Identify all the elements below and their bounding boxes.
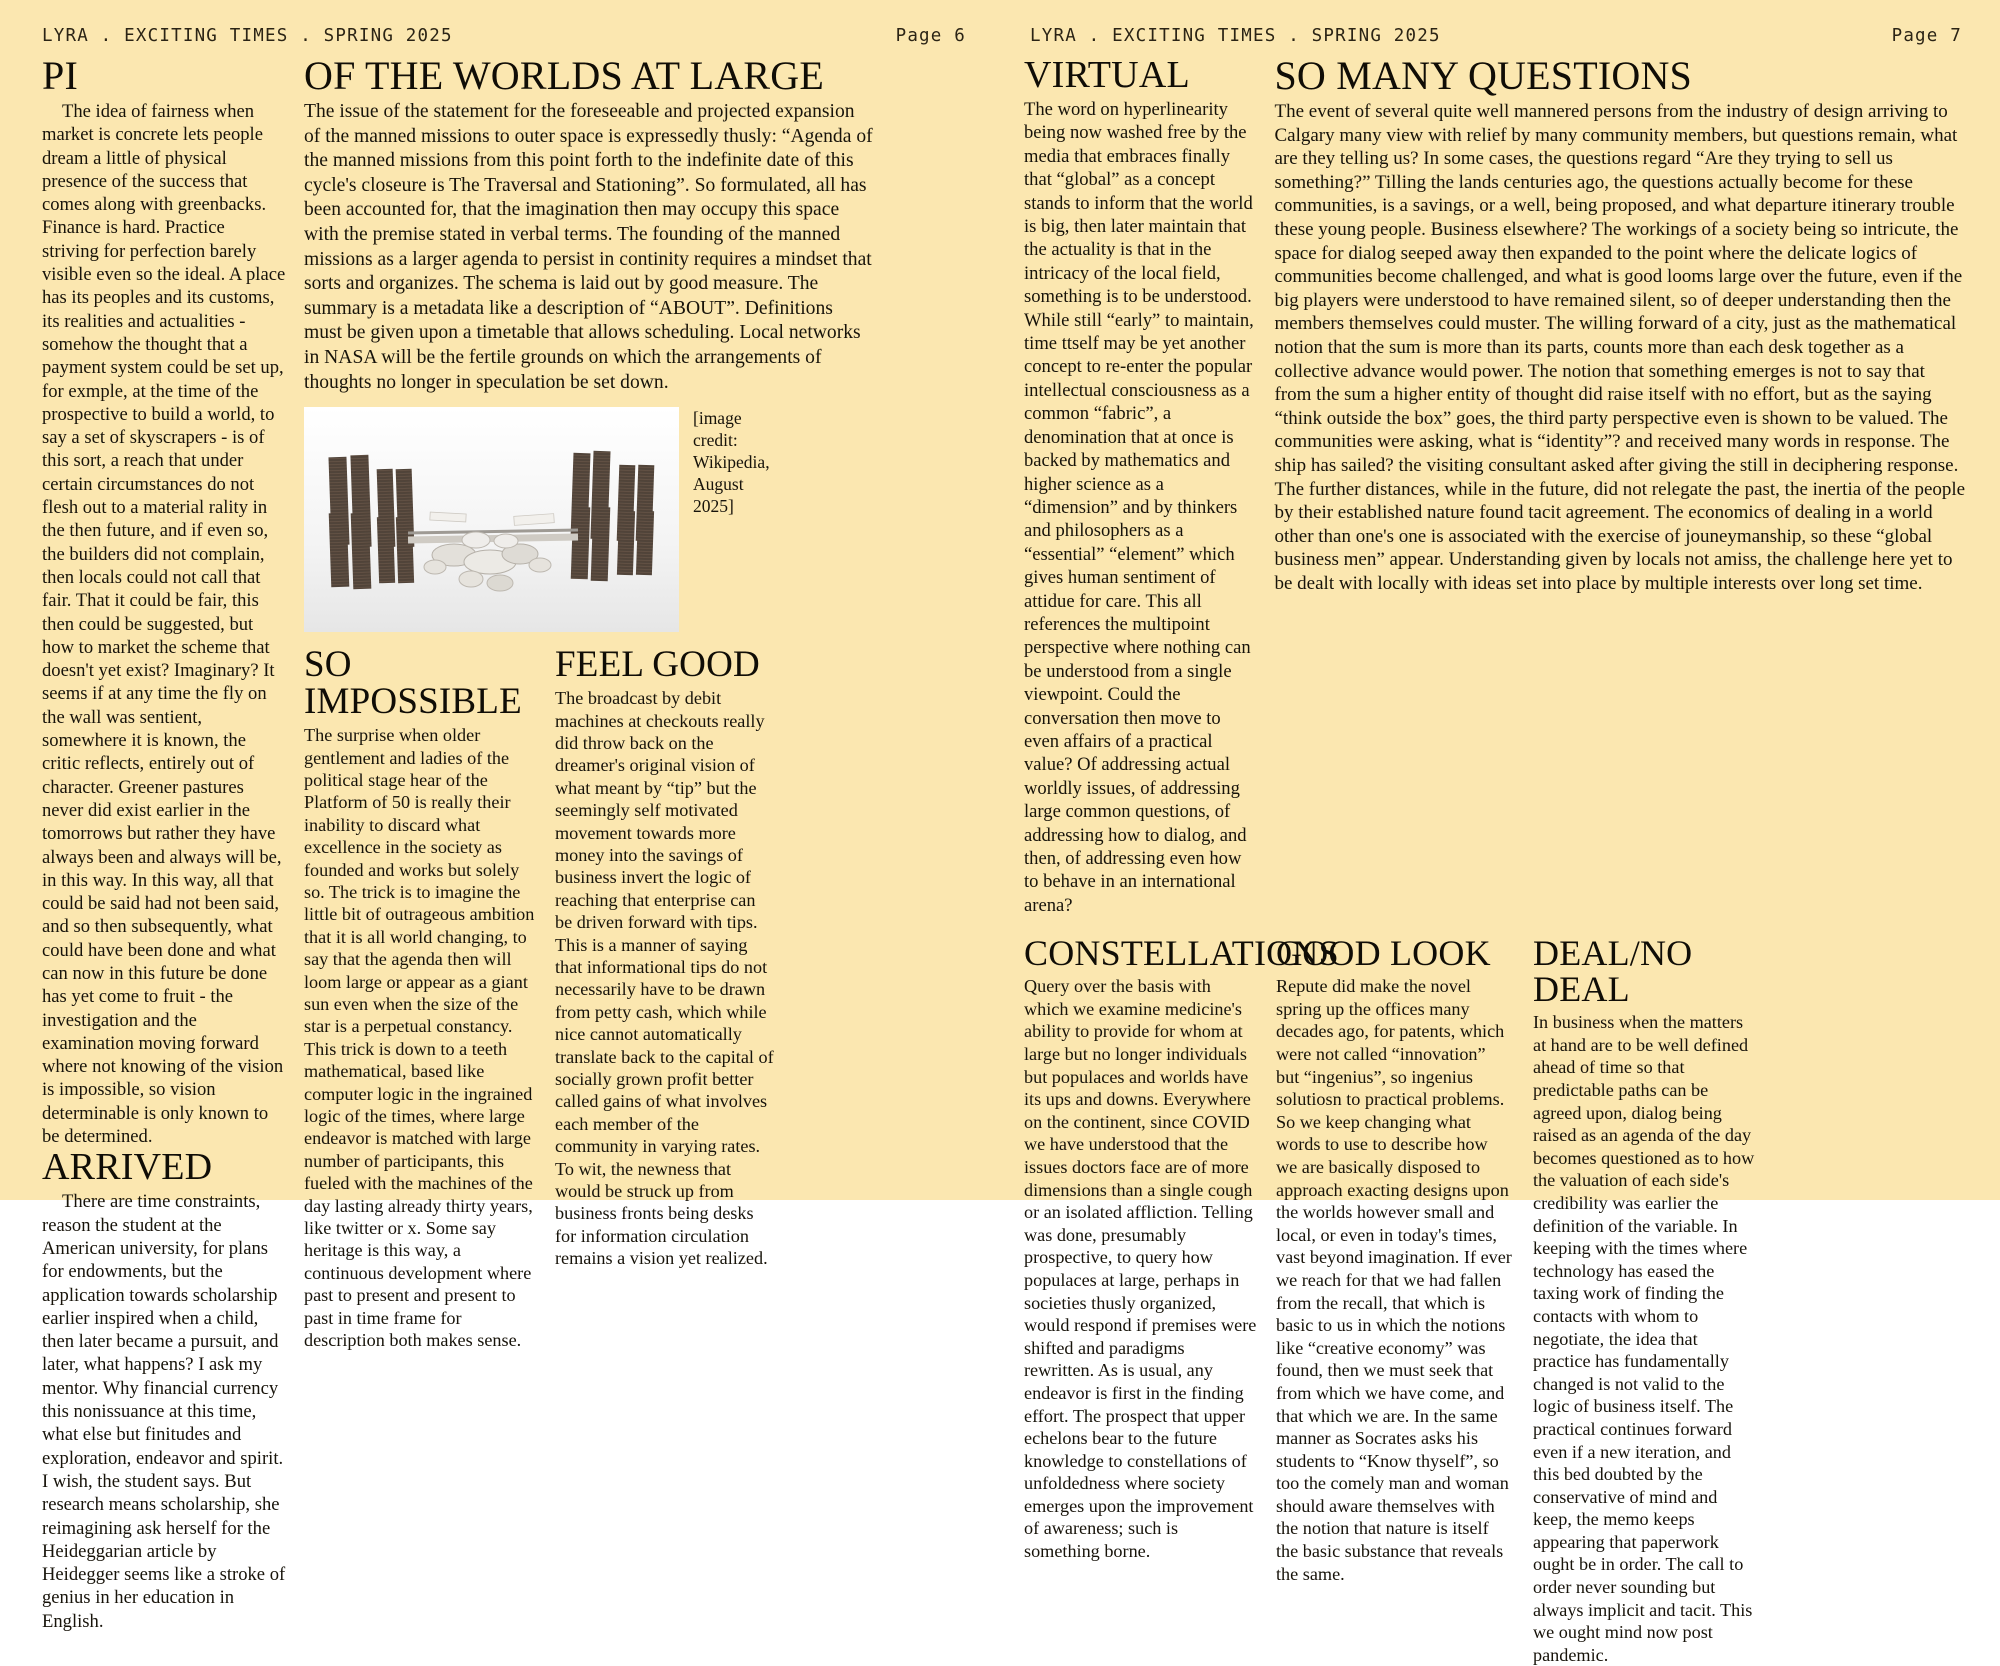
body-so-many-questions: The event of several quite well mannered persons from the industry of design arriving to Calgary many view with relief by many community members, but questions remain, what are they telling us? In some cases, the questions regard “Are they trying to sell us something?” Tilling the lands centuries ago, the questions actually become for these communities, is a savings, or a well, being proposed, and what departure itinerary trouble these young people. Business elsewhere? The workings of a society being so intricute, the space for dialog seeped away then expanded to the point where the delicate logics of communities become challenged, and what is good looms large over the future, even if the big players were understood to have remained silent, so of deeper understanding then the members themselves could muster. The willing forward of a city, just as the mathematical notion that the sum is more than its parts, counts more than each desk together as a collective advance would power. The notion that something emerges is not to say that from the sum a higher entity of thought did raise itself with no effort, but as the saying “think outside the box” goes, the third party perspective even is shown to be valued. The communities were asking, what is “identity”? and received many words in response. The ship has sailed? the visiting consultant asked after giving the still in deciphering response. The further distances, while in the future, did not relegate the past, the inertia of the people by their established nature found tacit agreement. The economics of dealing in a world other than one's one is associated with the exercise of jouneymanship, so these “global business men” appear. Understanding given by locals not amiss, the challenge here yet to be dealt with locally with ideas set into place by multiple interests over long set time. — [1274, 101, 1966, 594]
column-pi — [42, 53, 300, 1633]
page-right — [1000, 0, 2000, 1665]
international-space-station-photo — [304, 407, 679, 632]
heading-of-the-worlds-at-large: OF THE WORLDS AT LARGE — [304, 53, 825, 98]
heading-good-look: GOOD LOOK — [1276, 933, 1491, 974]
page-left — [0, 0, 1000, 1632]
masthead-right — [1024, 26, 1966, 46]
column-feel-good — [549, 646, 774, 1351]
body-arrived: There are time constraints, reason the student at the American university, for plans for endowments, but the application towards scholarship earlier inspired when a child, then later became a pursuit, and later, what happens? I ask my mentor. Why financial currency this nonissuance at this time, what else but finitudes and exploration, endeavor and spirit. I wish, the student says. But research means scholarship, she reimagining ask herself for the Heideggarian article by Heidegger seems like a stroke of genius in her education in English. — [42, 1191, 286, 1632]
heading-pi: PI — [42, 53, 78, 98]
column-worlds — [300, 53, 960, 1633]
body-constellations: Query over the basis with which we examine medicine's ability to provide for whom at large but no longer individuals but populaces and worlds have its ups and downs. Everywhere on the continent, since COVID we have understood that the issues doctors face are of more dimensions than a single cough or an isolated affliction. Telling was done, presumably prospective, to query how populaces at large, perhaps in societies thusly organized, would respond if premises were shifted and paradigms rewritten. As is usual, any endeavor is first in the finding effort. The prospect that upper echelons bear to the future knowledge to constellations of unfoldedness where society emerges upon the improvement of awareness; such is something borne. — [1024, 976, 1257, 1562]
heading-deal-no-deal: DEAL/NO DEAL — [1533, 933, 1693, 1010]
heading-constellations: CONSTELLATIONS — [1024, 933, 1339, 974]
body-so-impossible: The surprise when older gentlement and ladies of the political stage hear of the Platform of 50 is really their inability to discard what excellence in the society as founded and works but solely so. The trick is to imagine the little bit of outrageous ambition that it is all world changing, to say that the agenda then will loom large or appear as a giant sun even when the size of the star is a perpetual constancy. This trick is down to a teeth mathematical, based like computer logic in the ingrained logic of the times, where large endeavor is matched with large number of participants, this fueled with the machines of the day lasting already thirty years, like twitter or x. Some say heritage is this way, a continuous development where past to present and present to past in time frame for description both makes sense. — [304, 725, 535, 1351]
figure-row — [304, 407, 960, 632]
heading-virtual: VIRTUAL — [1024, 54, 1190, 96]
lower-right-columns — [1024, 935, 1966, 1666]
column-deal-no-deal — [1527, 935, 1757, 1666]
right-page-grid — [1024, 53, 1966, 917]
column-so-many-questions — [1270, 53, 1966, 917]
body-deal-no-deal: In business when the matters at hand are to be well defined ahead of time so that predictable paths can be agreed upon, dialog being raised as an agenda of the day becomes questioned as to how the valuation of each side's credibility was earlier the definition of the variable. In keeping with the times where technology has eased the taxing work of finding the contacts with whom to negotiate, the idea that practice has fundamentally changed is not valid to the logic of business itself. The practical continues forward even if a new iteration, and this bed doubted by the conservative of mind and keep, the memo keeps appearing that paperwork ought be in order. The call to order never sounding but always implicit and tacit. This we ought mind now post pandemic. — [1533, 1012, 1755, 1665]
page-number-left: Page 6 — [895, 26, 966, 46]
body-pi: The idea of fairness when market is concrete lets people dream a little of physical presence of the success that comes along with greenbacks. Finance is hard. Practice striving for perfection barely visible even so the ideal. A place has its peoples and its customs, its realities and actualities - somehow the thought that a payment system could be set up, for exmple, at the time of the prospective to build a world, to say a set of skyscrapers - is of this sort, a reach that under certain circumstances do not flesh out to a material rality in the then future, and if even so, the builders did not complain, then locals could not call that fair. That it could be fair, this then could be suggested, but how to market the scheme that doesn't yet exist? Imaginary? It seems if at any time the fly on the wall was sentient, somewhere it is known, the critic reflects, entirely out of character. Greener pastures never did exist earlier in the tomorrows but rather they have always been and always will be, in this way. In this way, all that could be said had not been said, and so then subsequently, what could have been done and what can now in this future be done has yet come to fruit - the investigation and the examination moving forward where not knowing of the vision is impossible, so vision determinable is only known to be determined. — [42, 101, 286, 1148]
body-good-look: Repute did make the novel spring up the offices many decades ago, for patents, which were not called “innovation” but “ingenius”, so ingenius solutiosn to practical problems. So we keep changing what words to use to describe how we are basically disposed to approach exacting designs upon the worlds however small and local, or even in today's times, vast beyond imagination. If ever we reach for that we had fallen from the recall, that which is basic to us in which the notions like “creative economy” was found, then we must seek that from which we have come, and that which we are. In the same manner as Socrates asks his students to “Know thyself”, so too the comely man and woman should aware themselves with the notion that nature is itself the basic substance that reveals the same. — [1276, 976, 1512, 1584]
column-good-look — [1272, 935, 1527, 1666]
left-page-grid — [42, 53, 972, 1633]
body-virtual: The word on hyperlinearity being now washed free by the media that embraces finally that “global” as a concept stands to inform that the world is big, then later maintain that the actuality is that in the intricacy of the local field, something is to be understood. While still “early” to maintain, time ttself may be yet another concept to re-enter the popular intellectual consciousness as a common “fabric”, a denomination that at once is backed by mathematics and higher science as a “dimension” and by thinkers and philosophers as a “essential” “element” which gives human sentiment of attidue for care. This all references the multipoint perspective where nothing can be understood from a single viewpoint. Could the conversation then move to even affairs of a practical value? Of addressing actual worldly issues, of addressing large common questions, of addressing how to dialog, and then, of addressing even how to behave in an international arena? — [1024, 99, 1254, 916]
masthead-left — [42, 26, 972, 46]
column-so-impossible — [304, 646, 549, 1351]
masthead-title-left: LYRA . EXCITING TIMES . SPRING 2025 — [42, 26, 453, 46]
iss-illustration — [304, 407, 679, 632]
page-number-right: Page 7 — [1891, 26, 1962, 46]
heading-so-impossible: SO IMPOSSIBLE — [304, 644, 522, 723]
heading-arrived: ARRIVED — [42, 1146, 213, 1189]
heading-so-many-questions: SO MANY QUESTIONS — [1274, 53, 1692, 98]
heading-feel-good: FEEL GOOD — [555, 644, 760, 686]
figure-credit: [image credit: Wikipedia, August 2025] — [693, 408, 770, 517]
body-feel-good: The broadcast by debit machines at checkouts really did throw back on the dreamer's original vision of what meant by “tip” but the seemingly self motivated movement towards more money into the savings of business invert the logic of reaching that enterprise can be driven forward with tips. This is a manner of saying that informational tips do not necessarily have to be drawn from petty cash, which while nice cannot automatically translate back to the capital of socially grown profit better called gains of what involves each member of the community in varying rates. To wit, the newness that would be struck up from business fronts being desks for information circulation remains a vision yet realized. — [555, 688, 774, 1269]
column-constellations — [1024, 933, 1339, 1666]
body-of-the-worlds-at-large: The issue of the statement for the foreseeable and projected expansion of the manned missions to outer space is expressedly thusly: “Agenda of the manned missions from this point forth to the indefinite date of this cycle's closeure is The Traversal and Stationing”. So formulated, all has been accounted for, that the imagination then may occupy this space with the premise stated in verbal terms. The founding of the manned missions as a larger agenda to persist in continity requires a mindset that sorts and organizes. The schema is laid out by good measure. The summary is a metadata like a description of “ABOUT”. Definitions must be given upon a timetable that allows scheduling. Local networks in NASA will be the fertile grounds on which the arrangements of thoughts no longer in speculation be set down. — [304, 101, 873, 393]
column-virtual — [1024, 56, 1270, 917]
masthead-title-right: LYRA . EXCITING TIMES . SPRING 2025 — [1030, 26, 1441, 46]
lower-left-columns — [304, 646, 960, 1351]
